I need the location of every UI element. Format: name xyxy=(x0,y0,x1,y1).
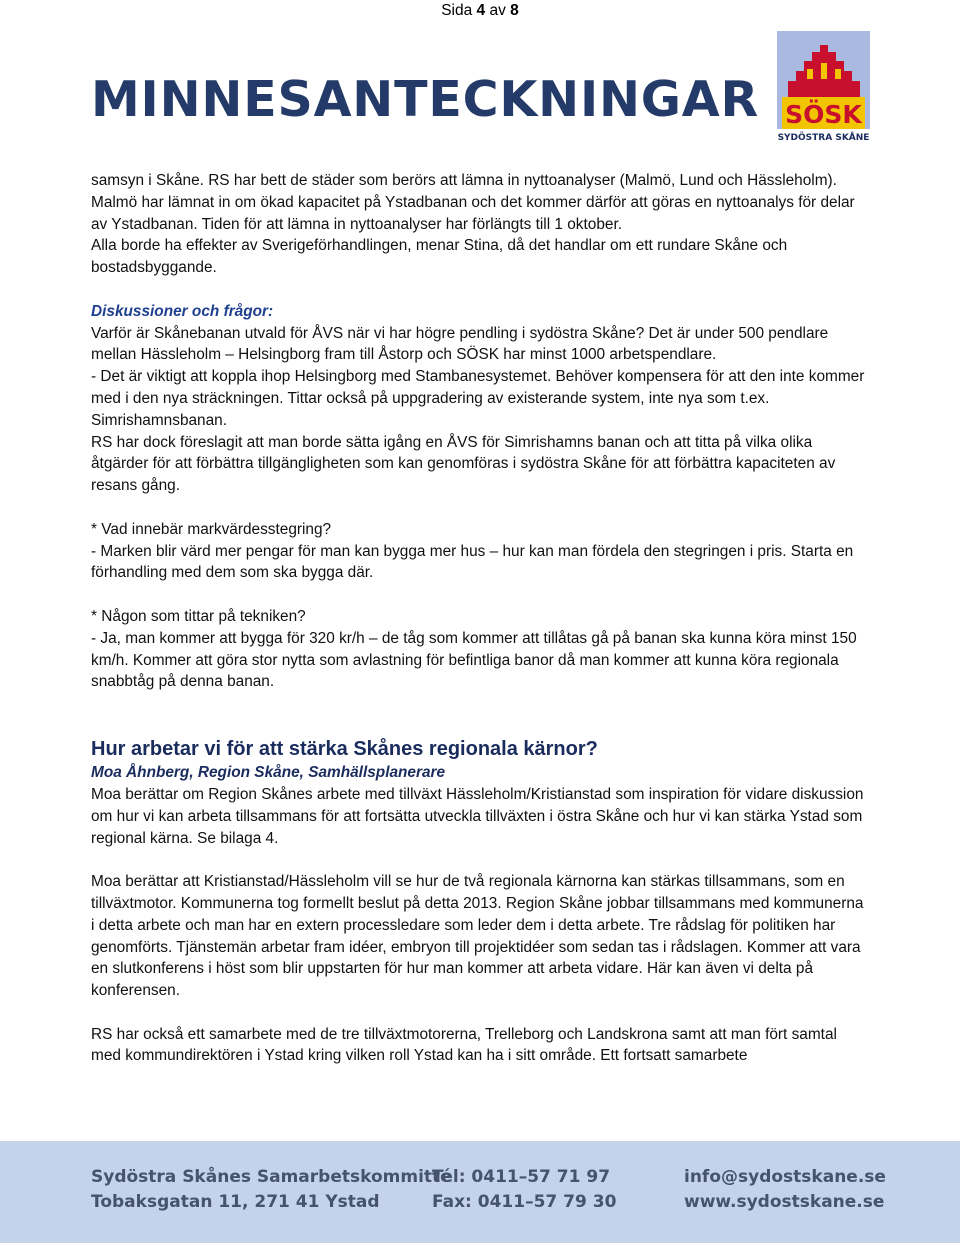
page-number: Sida 4 av 8 xyxy=(441,2,519,19)
footer-tel: Tel: 0411–57 71 97 xyxy=(432,1167,611,1187)
presenter-line: Moa Åhnberg, Region Skåne, Samhällsplanerare xyxy=(91,764,446,782)
paragraph: samsyn i Skåne. RS har bett de städer som berörs att lämna in nyttoanalyser (Malmö, Lund och Hässleholm). Malmö har lämnat in om ökad kapacitet på Ystadbanan och det kommer därför att göras en nyttoanalys för delar av Ystadbanan. Tiden för att lämna in nyttoanalyser har förlängts till 1 oktober. xyxy=(91,172,855,233)
paragraph: Moa berättar att Kristianstad/Hässleholm vill se hur de två regionala kärnorna kan stärkas tillsammans, som en tillväxtmotor. Kommunerna tog formellt beslut på detta 2013. Region Skåne jobbar tillsammans med kommunerna i detta arbete och man har en extern processledare som leder dem i detta arbete. Tre rådslag för politiken har genomförts. Tjänstemän arbetar fram idéer, embryon till projektidéer som sedan tas i rådslagen. Kommer att vara en slutkonferens i höst som blir uppstarten för hur man kommer att arbeta vidare. Här kan även vi delta på konferensen. xyxy=(91,873,864,1000)
paragraph: Moa berättar om Region Skånes arbete med tillväxt Hässleholm/Kristianstad som inspiration för vidare diskussion om hur vi kan arbeta tillsammans för att fortsätta utveckla tillväxten i östra Skåne och hur vi kan stärka Ystad som regional kärna. Se bilaga 4. xyxy=(91,785,864,847)
page-footer xyxy=(0,1141,960,1243)
answer: - Ja, man kommer att bygga för 320 kr/h – de tåg som kommer att tillåtas gå på banan ska kunna köra minst 150 km/h. Kommer att göra stor nytta som avlastning för befintliga banor då man kommer att kunna köra regionala snabbtåg på denna banan. xyxy=(91,629,857,691)
svg-text:SÖSK: SÖSK xyxy=(785,100,862,129)
minutes-body xyxy=(91,170,871,1067)
discussion-label: Diskussioner och frågor: xyxy=(91,302,274,320)
paragraph: Alla borde ha effekter av Sverigeförhandlingen, menar Stina, då det handlar om ett rundare Skåne och bostadsbyggande. xyxy=(91,237,788,277)
document-title: MINNESANTECKNINGAR xyxy=(91,71,760,128)
paragraph: - Det är viktigt att koppla ihop Helsingborg med Stambanesystemet. Behöver kompensera för att den inte kommer med i den nya sträckningen. Tittar också på uppgradering av existerande system, inte nya som t.ex. Simrishamnsbanan. xyxy=(91,368,865,429)
footer-fax: Fax: 0411–57 79 30 xyxy=(432,1192,617,1212)
question: * Vad innebär markvärdesstegring? xyxy=(91,520,332,538)
paragraph: Varför är Skånebanan utvald för ÅVS när vi har högre pendling i sydöstra Skåne? Det är under 500 pendlare mellan Hässleholm – Helsingborg fram till Åstorp och SÖSK har minst 1000 arbetspendlare. xyxy=(91,324,829,364)
footer-email[interactable]: info@sydostskane.se xyxy=(684,1167,886,1187)
paragraph: RS har också ett samarbete med de tre tillväxtmotorerna, Trelleborg och Landskrona samt att man fört samtal med kommundirektören i Ystad kring vilken roll Ystad kan ha i sitt område. Ett fortsatt samarbete xyxy=(91,1025,837,1065)
svg-text:SYDÖSTRA SKÅNE: SYDÖSTRA SKÅNE xyxy=(777,133,870,143)
question: * Någon som tittar på tekniken? xyxy=(91,607,306,625)
footer-org: Sydöstra Skånes Samarbetskommitté xyxy=(91,1167,452,1187)
footer-address: Tobaksgatan 11, 271 41 Ystad xyxy=(91,1192,380,1212)
footer-website[interactable]: www.sydostskane.se xyxy=(684,1192,885,1212)
sosk-logo xyxy=(777,31,870,143)
paragraph: RS har dock föreslagit att man borde sätta igång en ÅVS för Simrishamns banan och att titta på vilka olika åtgärder för att förbättra tillgängligheten som kan genomföras i sydöstra Skåne för att förbättra kapaciteten av resans gång. xyxy=(91,433,836,495)
section-heading: Hur arbetar vi för att stärka Skånes regionala kärnor? xyxy=(91,738,598,761)
answer: - Marken blir värd mer pengar för man kan bygga mer hus – hur kan man fördela den stegringen i pris. Starta en förhandling med dem som ska bygga där. xyxy=(91,542,854,582)
